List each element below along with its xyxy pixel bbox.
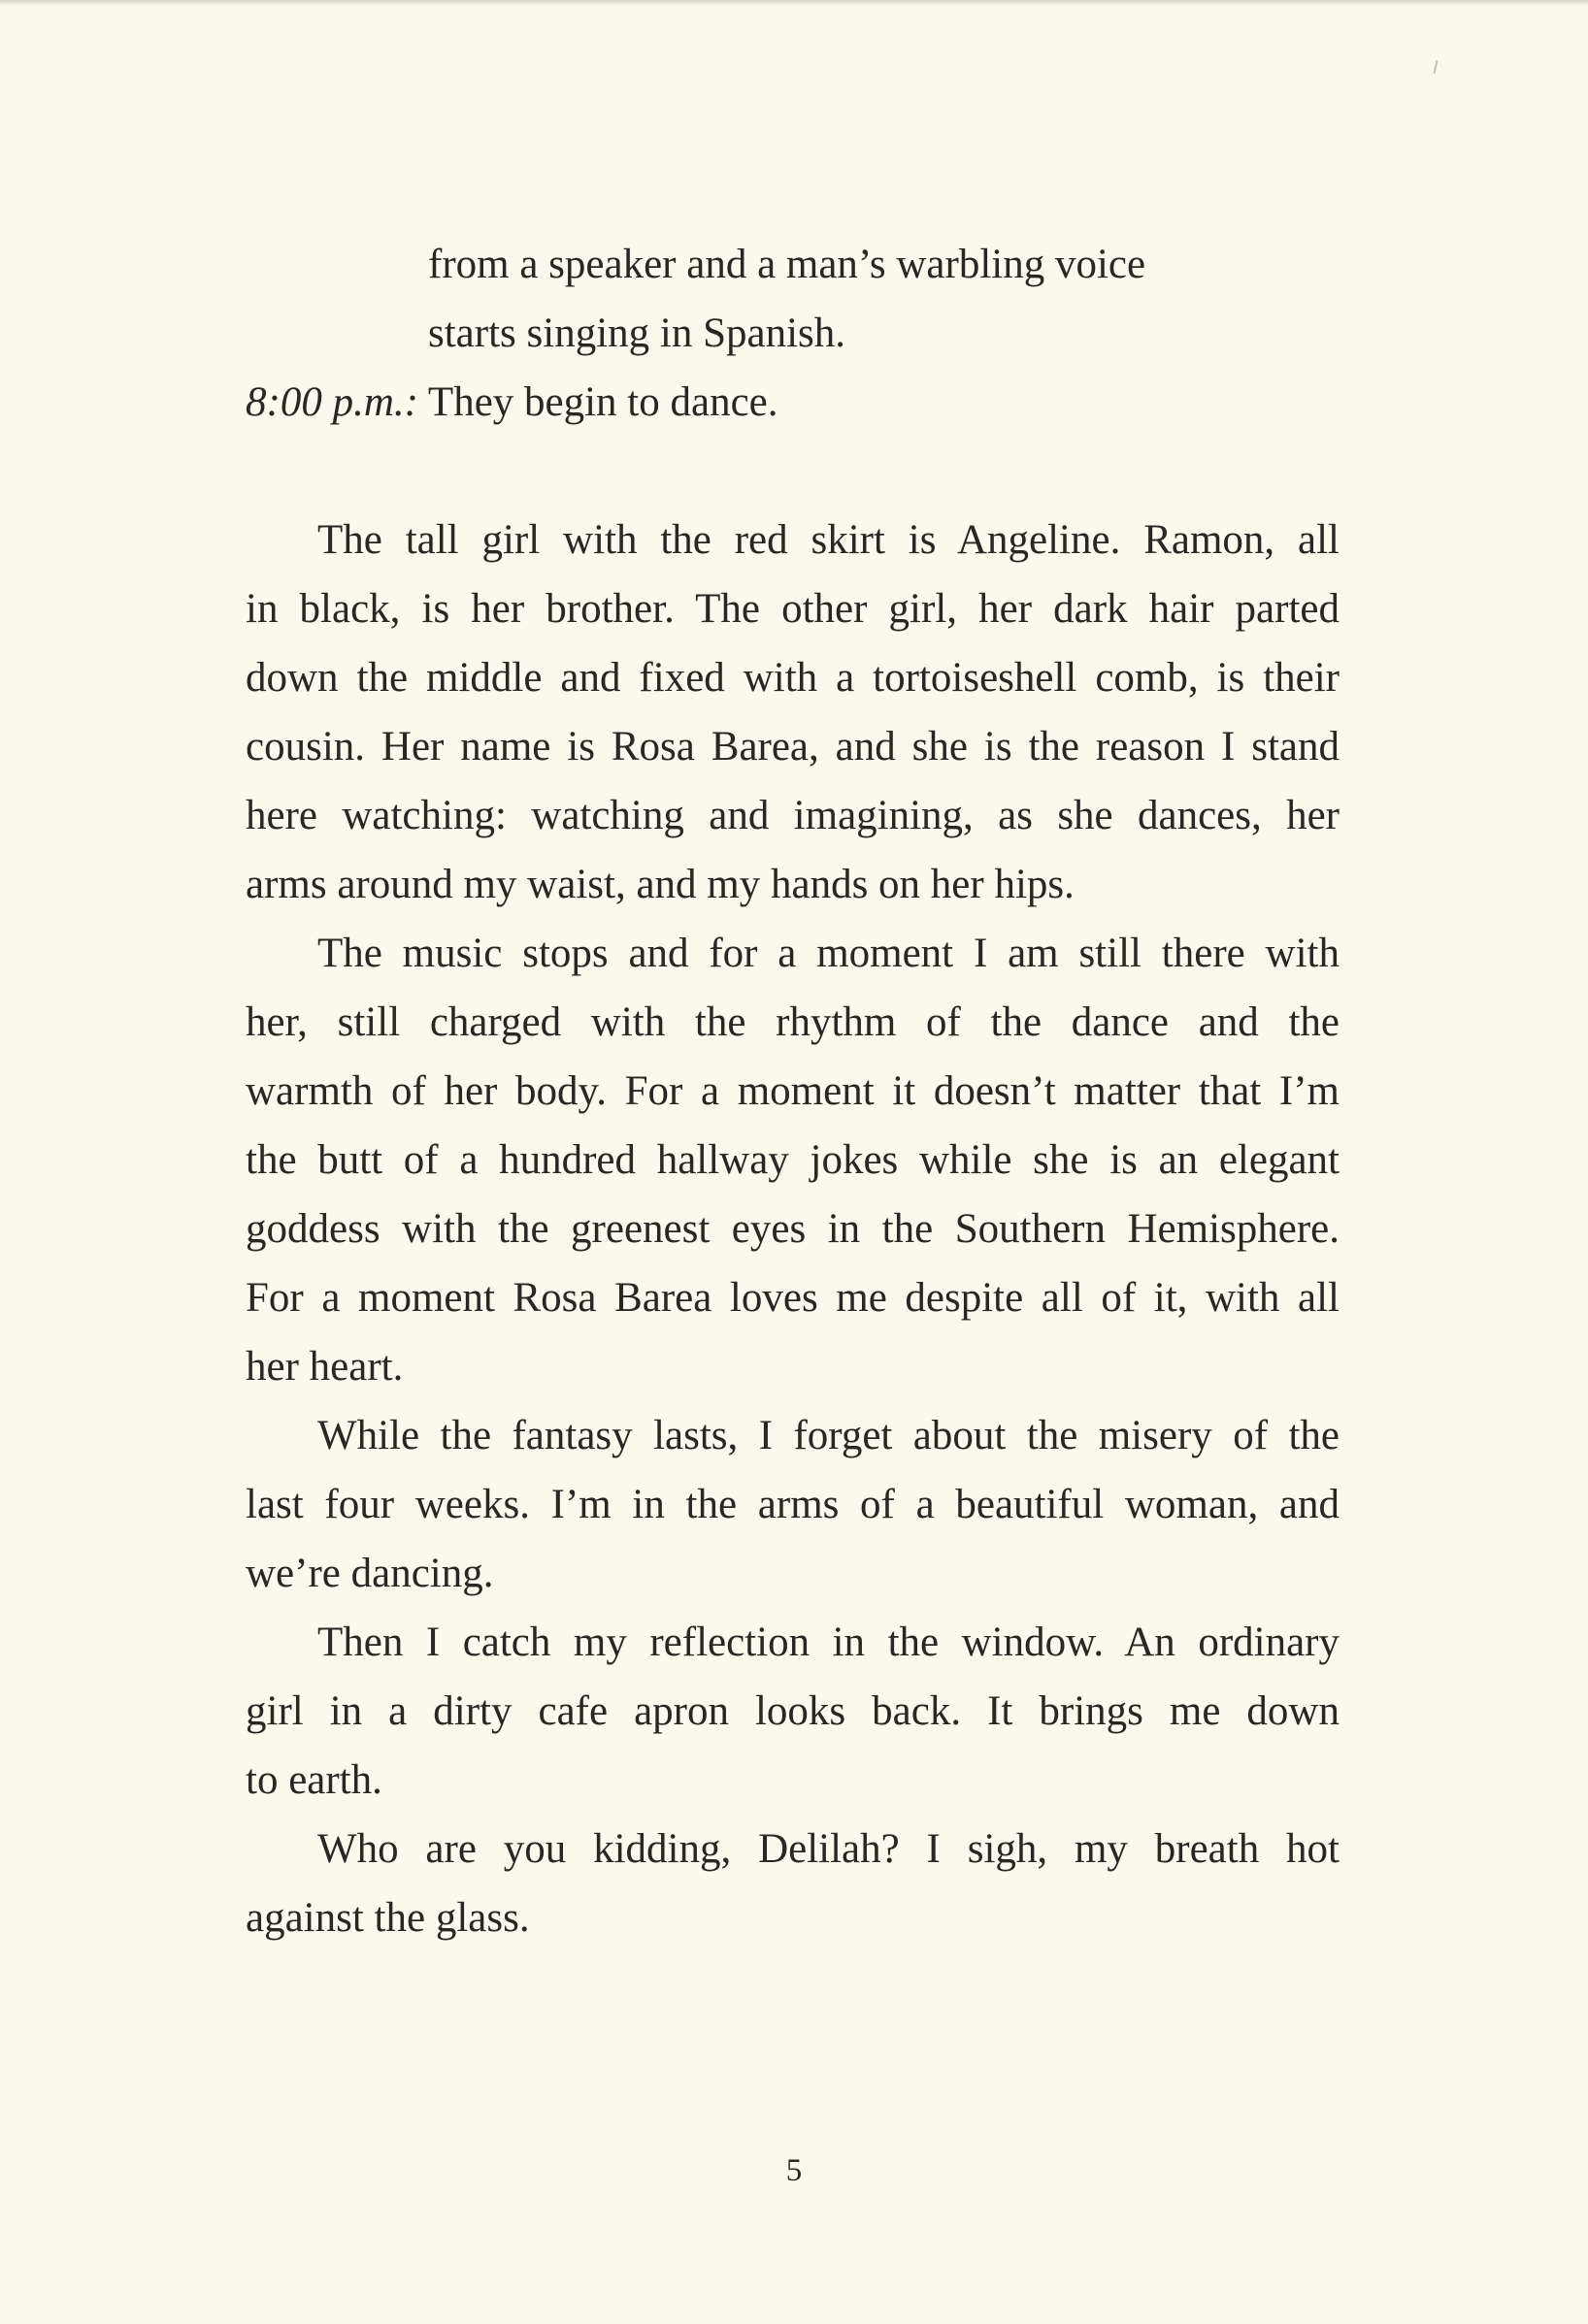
paragraph-line: The tall girl with the red skirt is Angeline. Ramon, all — [317, 517, 1340, 563]
paragraph-line: her, still charged with the rhythm of the dance and the — [246, 999, 1340, 1045]
paragraph-line: warmth of her body. For a moment it doesn’t matter that I’m — [246, 1068, 1340, 1114]
paragraph-line: in black, is her brother. The other girl, her dark hair parted — [246, 586, 1340, 632]
paragraph-line: arms around my waist, and my hands on her hips. — [246, 862, 1075, 907]
paragraph-line: cousin. Her name is Rosa Barea, and she is the reason I stand — [246, 724, 1340, 769]
paragraph-line: For a moment Rosa Barea loves me despite all of it, with all — [246, 1275, 1340, 1321]
paragraph-line: Then I catch my reflection in the window. An ordinary — [317, 1620, 1340, 1665]
paragraph-line: against the glass. — [246, 1895, 530, 1941]
paragraph-line: goddess with the greenest eyes in the Southern Hemisphere. — [246, 1206, 1340, 1252]
paragraph-line: While the fantasy lasts, I forget about the misery of the — [317, 1413, 1340, 1458]
paragraph-line: we’re dancing. — [246, 1551, 494, 1596]
page-number: 5 — [785, 2153, 803, 2188]
paragraph-line: her heart. — [246, 1344, 404, 1390]
paragraph-line: last four weeks. I’m in the arms of a beautiful woman, and — [246, 1482, 1340, 1527]
verse-line: starts singing in Spanish. — [428, 311, 846, 356]
time-label: 8:00 p.m.: — [246, 379, 418, 425]
scan-mark — [1434, 60, 1439, 74]
paragraph-line: here watching: watching and imagining, as she dances, her — [246, 793, 1340, 838]
verse-line-text: They begin to dance. — [417, 379, 778, 425]
paragraph-line: Who are you kidding, Delilah? I sigh, my breath hot — [317, 1826, 1340, 1872]
verse-line: from a speaker and a man’s warbling voice — [428, 242, 1146, 287]
paragraph-line: the butt of a hundred hallway jokes while she is an elegant — [246, 1137, 1340, 1183]
paragraph-line: down the middle and fixed with a tortoiseshell comb, is their — [246, 655, 1340, 701]
verse-time-line — [246, 381, 778, 423]
page-edge-shadow — [0, 0, 1588, 6]
paragraph-line: girl in a dirty cafe apron looks back. It brings me down — [246, 1688, 1340, 1734]
paragraph-line: The music stops and for a moment I am still there with — [317, 931, 1340, 976]
paragraph-line: to earth. — [246, 1757, 382, 1803]
